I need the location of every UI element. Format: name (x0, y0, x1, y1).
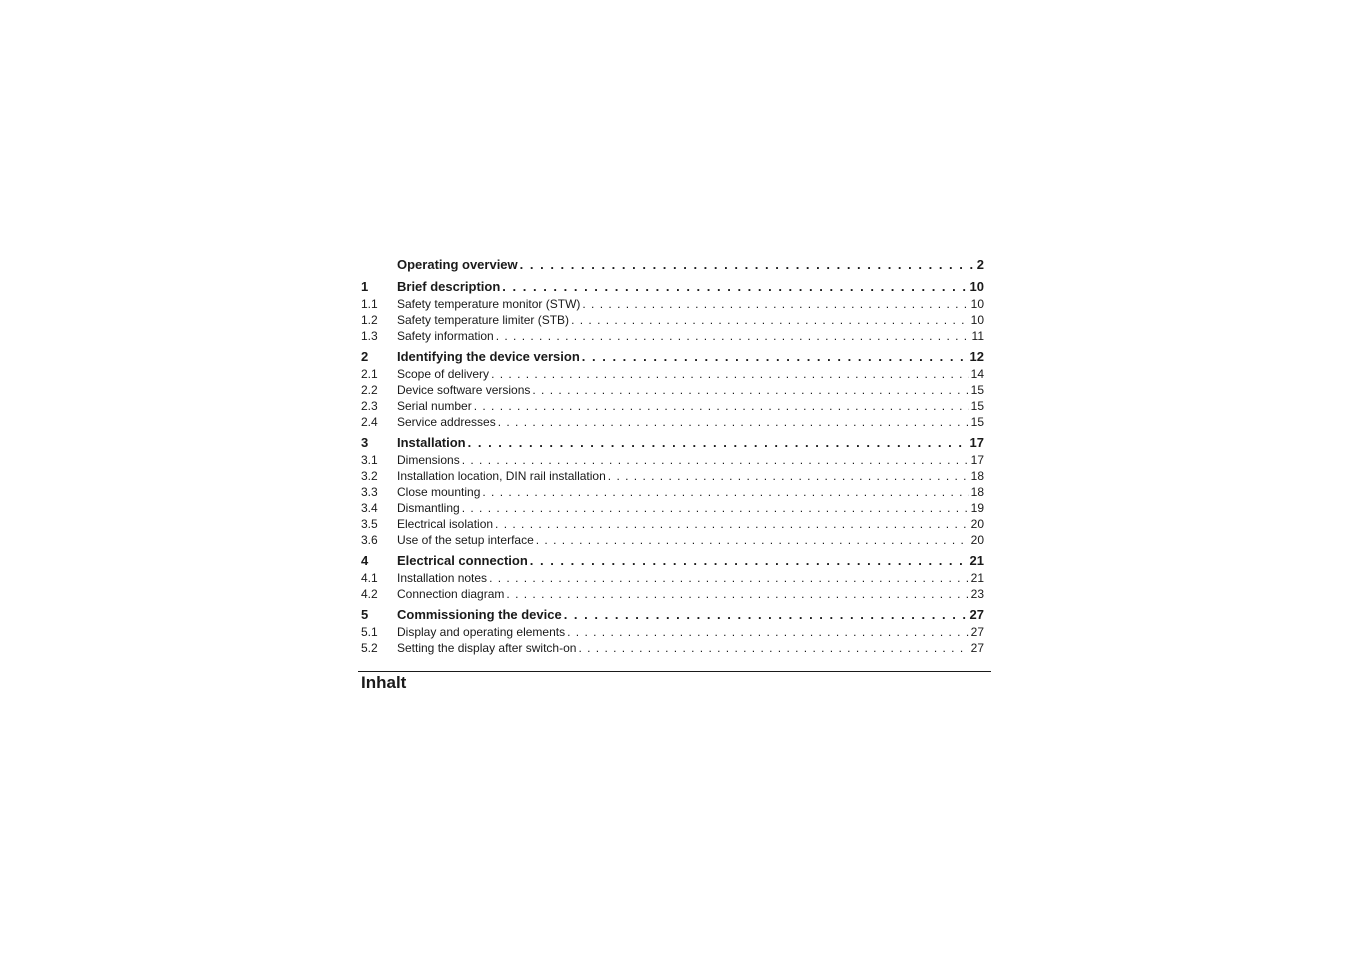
toc-entry-page: 20 (970, 517, 984, 531)
toc-entry-number: 1.1 (361, 297, 378, 311)
toc-entry[interactable] (361, 256, 984, 274)
toc-entry-page: 18 (970, 485, 984, 499)
dot-leader (520, 256, 975, 274)
toc-entry-number: 3.5 (361, 517, 378, 531)
toc-entry-number: 2.4 (361, 415, 378, 429)
dot-leader (532, 382, 968, 398)
toc-entry-number: 5 (361, 607, 369, 622)
toc-entry-title: Service addresses (397, 415, 496, 429)
dot-leader (536, 532, 969, 548)
toc-entry-title: Dismantling (397, 501, 460, 515)
toc-entry[interactable] (361, 366, 984, 382)
toc-entry[interactable] (361, 398, 984, 414)
toc-entry-page: 17 (970, 453, 984, 467)
dot-leader (489, 570, 969, 586)
toc-entry-page: 27 (970, 625, 984, 639)
toc-entry[interactable] (361, 382, 984, 398)
dot-leader (564, 606, 968, 624)
dot-leader (474, 398, 969, 414)
toc-entry-title: Device software versions (397, 383, 531, 397)
toc-entry-page: 27 (970, 641, 984, 655)
toc-entry[interactable] (361, 434, 984, 452)
toc-entry-title: Serial number (397, 399, 472, 413)
dot-leader (462, 500, 969, 516)
dot-leader (491, 366, 969, 382)
dot-leader (502, 278, 967, 296)
toc-entry-number: 3.4 (361, 501, 378, 515)
dot-leader (582, 348, 968, 366)
toc-entry-title: Close mounting (397, 485, 481, 499)
toc-entry-page: 21 (969, 553, 984, 568)
toc-entry[interactable] (361, 296, 984, 312)
toc-entry-title: Installation notes (397, 571, 488, 585)
toc-entry-title: Dimensions (397, 453, 460, 467)
toc-entry-title: Connection diagram (397, 587, 505, 601)
toc-entry[interactable] (361, 516, 984, 532)
toc-entry[interactable] (361, 468, 984, 484)
dot-leader (462, 452, 969, 468)
toc-entry-number: 1.3 (361, 329, 378, 343)
toc-entry-title: Safety temperature limiter (STB) (397, 313, 570, 327)
toc-entry-number: 3.2 (361, 469, 378, 483)
toc-entry-page: 15 (970, 415, 984, 429)
toc-entry-page: 12 (969, 349, 984, 364)
toc-entry-page: 18 (970, 469, 984, 483)
toc-entry-title: Setting the display after switch-on (397, 641, 577, 655)
toc-entry-title: Electrical connection (397, 553, 528, 568)
dot-leader (578, 640, 968, 656)
toc-entry-number: 4.1 (361, 571, 378, 585)
toc-entry[interactable] (361, 586, 984, 602)
toc-entry-number: 5.2 (361, 641, 378, 655)
toc-entry[interactable] (361, 624, 984, 640)
toc-entry-page: 10 (970, 313, 984, 327)
toc-entry-title: Operating overview (397, 257, 518, 272)
table-of-contents (361, 256, 984, 656)
toc-entry-title: Installation location, DIN rail installation (397, 469, 606, 483)
dot-leader (582, 296, 968, 312)
toc-entry-page: 15 (970, 399, 984, 413)
toc-entry-page: 10 (969, 279, 984, 294)
toc-entry-number: 1.2 (361, 313, 378, 327)
toc-entry-number: 2.3 (361, 399, 378, 413)
toc-entry-title: Installation (397, 435, 466, 450)
toc-entry-page: 2 (976, 257, 984, 272)
toc-entry[interactable] (361, 500, 984, 516)
toc-entry[interactable] (361, 570, 984, 586)
toc-entry[interactable] (361, 312, 984, 328)
toc-entry-page: 21 (970, 571, 984, 585)
dot-leader (498, 414, 969, 430)
dot-leader (468, 434, 968, 452)
dot-leader (496, 328, 970, 344)
toc-entry-page: 10 (970, 297, 984, 311)
toc-entry-page: 15 (970, 383, 984, 397)
toc-entry-title: Display and operating elements (397, 625, 566, 639)
toc-entry-page: 20 (970, 533, 984, 547)
toc-entry-title: Scope of delivery (397, 367, 490, 381)
toc-entry[interactable] (361, 452, 984, 468)
footer-rule (358, 671, 991, 672)
toc-entry-number: 2.2 (361, 383, 378, 397)
toc-entry-page: 19 (970, 501, 984, 515)
toc-entry-title: Safety information (397, 329, 494, 343)
toc-entry[interactable] (361, 606, 984, 624)
toc-entry-number: 3.6 (361, 533, 378, 547)
toc-entry-title: Use of the setup interface (397, 533, 534, 547)
dot-leader (495, 516, 969, 532)
dot-leader (530, 552, 968, 570)
toc-entry[interactable] (361, 414, 984, 430)
toc-entry-page: 17 (969, 435, 984, 450)
toc-entry[interactable] (361, 532, 984, 548)
toc-entry-title: Safety temperature monitor (STW) (397, 297, 581, 311)
toc-entry-title: Identifying the device version (397, 349, 580, 364)
dot-leader (608, 468, 969, 484)
toc-entry-number: 4 (361, 553, 369, 568)
toc-entry[interactable] (361, 348, 984, 366)
toc-entry-number: 2.1 (361, 367, 378, 381)
toc-entry[interactable] (361, 328, 984, 344)
dot-leader (482, 484, 968, 500)
toc-entry[interactable] (361, 278, 984, 296)
toc-entry-number: 4.2 (361, 587, 378, 601)
dot-leader (506, 586, 968, 602)
toc-entry[interactable] (361, 640, 984, 656)
toc-entry-number: 3.1 (361, 453, 378, 467)
section-title: Inhalt (361, 673, 407, 692)
toc-entry-title: Commissioning the device (397, 607, 562, 622)
toc-entry-page: 27 (969, 607, 984, 622)
toc-entry-number: 3 (361, 435, 369, 450)
toc-entry-page: 14 (970, 367, 984, 381)
toc-entry-page: 11 (971, 329, 984, 343)
toc-entry-page: 23 (970, 587, 984, 601)
dot-leader (567, 624, 969, 640)
toc-entry-title: Electrical isolation (397, 517, 494, 531)
toc-entry[interactable] (361, 552, 984, 570)
toc-entry-number: 2 (361, 349, 369, 364)
toc-entry-number: 5.1 (361, 625, 378, 639)
toc-entry[interactable] (361, 484, 984, 500)
toc-entry-title: Brief description (397, 279, 501, 294)
toc-entry-number: 1 (361, 279, 369, 294)
dot-leader (571, 312, 969, 328)
toc-entry-number: 3.3 (361, 485, 378, 499)
